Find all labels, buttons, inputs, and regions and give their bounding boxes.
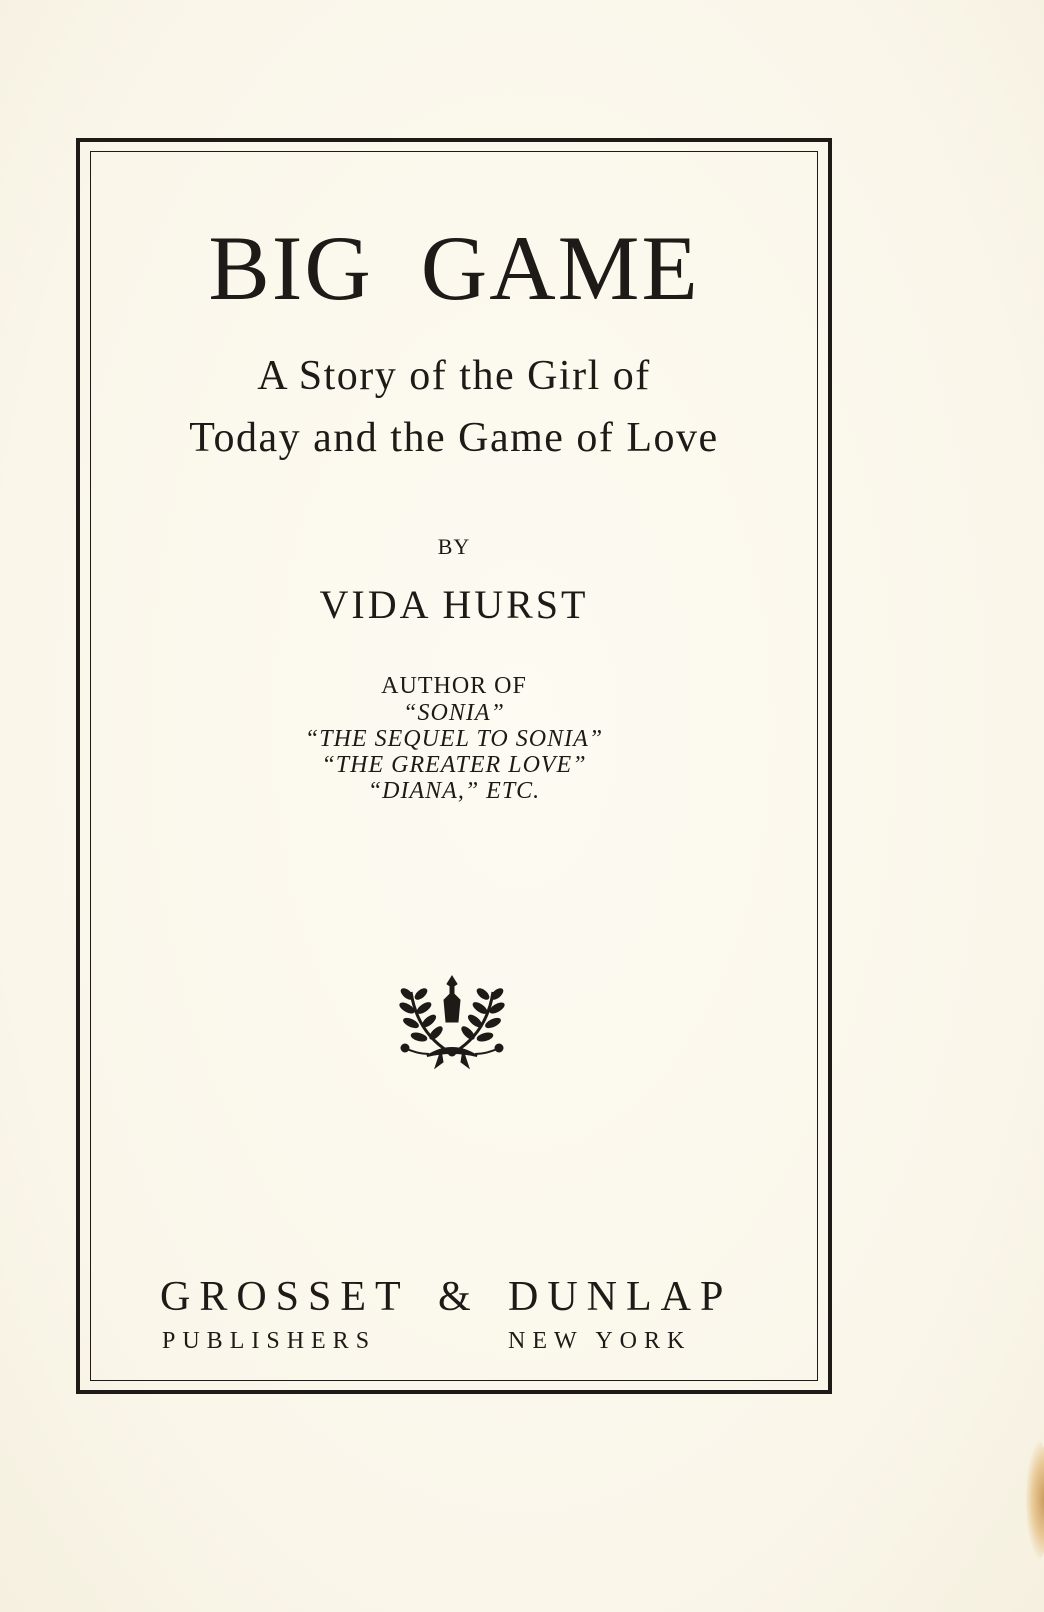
other-work-item: “DIANA,” ETC. bbox=[367, 778, 541, 804]
publisher-dunlap: DUNLAP bbox=[508, 1274, 733, 1320]
by-label: BY bbox=[437, 534, 471, 559]
publisher-grosset: GROSSET bbox=[160, 1274, 410, 1320]
publisher-city: NEW YORK bbox=[508, 1328, 692, 1354]
title-word-big: BIG bbox=[208, 217, 373, 319]
title-word-game: GAME bbox=[420, 217, 700, 319]
author-name: VIDA HURST bbox=[319, 582, 589, 627]
subtitle-line-1: A Story of the Girl of bbox=[257, 353, 651, 399]
other-works-list bbox=[90, 700, 818, 804]
subtitle-line-2: Today and the Game of Love bbox=[189, 415, 719, 461]
publisher-ampersand: & bbox=[438, 1274, 471, 1320]
author-of-label: AUTHOR OF bbox=[381, 673, 527, 699]
publishers-label: PUBLISHERS bbox=[162, 1328, 377, 1354]
other-work-item: “THE SEQUEL TO SONIA” bbox=[304, 726, 604, 752]
other-work-item: “THE GREATER LOVE” bbox=[321, 752, 587, 778]
laurel-wreath-ornament-icon bbox=[397, 970, 507, 1075]
other-work-item: “SONIA” bbox=[403, 700, 505, 726]
paper-stain bbox=[1026, 1440, 1044, 1560]
book-subtitle bbox=[90, 345, 818, 469]
book-title bbox=[90, 218, 818, 318]
